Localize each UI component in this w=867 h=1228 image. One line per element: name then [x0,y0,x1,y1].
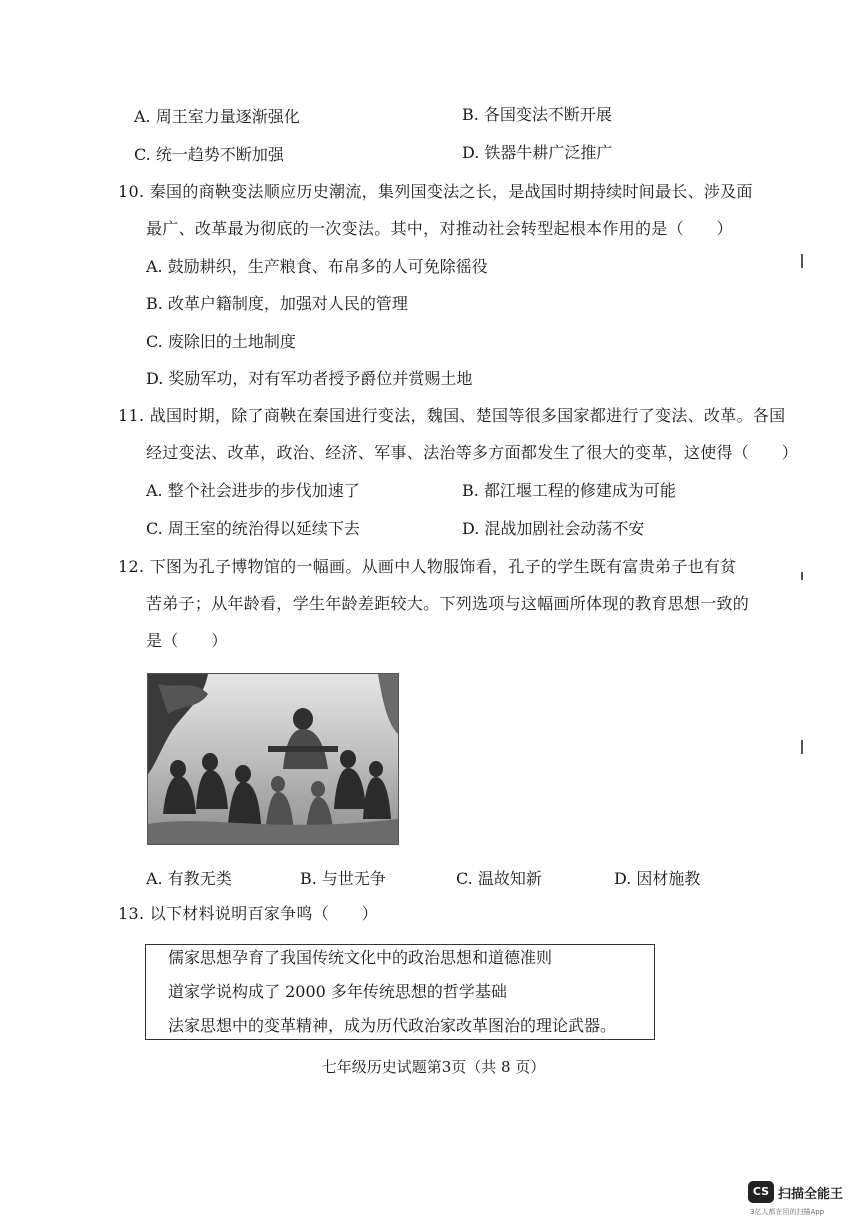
scanner-watermark [748,1181,858,1221]
q11-stem-line2: 经过变法、改革，政治、经济、军事、法治等多方面都发生了很大的变革，这使得（ ） [146,443,799,462]
q9-option-a: A. 周王室力量逐渐强化 [134,107,300,126]
q12-option-b: B. 与世无争 [300,869,386,888]
page-footer: 七年级历史试题第3页（共 8 页） [321,1058,546,1076]
scanner-app-name: 扫描全能王 [778,1187,844,1202]
q12-stem-line2: 苦弟子；从年龄看，学生年龄差距较大。下列选项与这幅画所体现的教育思想一致的 [146,594,750,613]
scanner-logo-icon: CS [748,1181,774,1203]
q11-option-b: B. 都江堰工程的修建成为可能 [462,481,676,500]
q12-stem-line1: 12. 下图为孔子博物馆的一幅画。从画中人物服饰看，孔子的学生既有富贵弟子也有贫 [118,557,737,576]
scan-mark [801,572,803,580]
painting-illustration [148,674,398,844]
q10-stem-line1: 10. 秦国的商鞅变法顺应历史潮流，集列国变法之长，是战国时期持续时间最长、涉及面 [118,182,753,201]
q9-option-b: B. 各国变法不断开展 [462,105,612,124]
q12-stem-line3: 是（ ） [146,631,228,650]
q13-stem: 13. 以下材料说明百家争鸣（ ） [118,904,378,923]
q13-materials-box [145,944,655,1040]
scan-mark [801,254,803,268]
q10-option-d: D. 奖励军功，对有军功者授予爵位并赏赐土地 [146,369,473,388]
q10-option-b: B. 改革户籍制度，加强对人民的管理 [146,294,408,313]
q9-option-d: D. 铁器牛耕广泛推广 [462,143,613,162]
scanner-tagline: 3亿人都在用的扫描App [750,1208,825,1216]
q12-option-c: C. 温故知新 [456,869,542,888]
q11-stem-line1: 11. 战国时期，除了商鞅在秦国进行变法，魏国、楚国等很多国家都进行了变法、改革。各国 [118,406,786,425]
q12-option-d: D. 因材施教 [614,869,701,888]
q11-option-d: D. 混战加剧社会动荡不安 [462,519,645,538]
q9-option-c: C. 统一趋势不断加强 [134,145,284,164]
q13-material-2: 道家学说构成了 2000 多年传统思想的哲学基础 [168,982,507,1001]
q11-option-a: A. 整个社会进步的步伐加速了 [146,481,360,500]
scan-mark [801,740,803,754]
q13-material-1: 儒家思想孕育了我国传统文化中的政治思想和道德准则 [168,948,553,967]
q12-option-a: A. 有教无类 [146,869,232,888]
confucius-painting [147,673,399,845]
q13-material-3: 法家思想中的变革精神，成为历代政治家改革图治的理论武器。 [168,1016,617,1035]
q10-option-a: A. 鼓励耕织，生产粮食、布帛多的人可免除徭役 [146,257,488,276]
q10-stem-line2: 最广、改革最为彻底的一次变法。其中，对推动社会转型起根本作用的是（ ） [146,219,733,238]
q11-option-c: C. 周王室的统治得以延续下去 [146,519,360,538]
q10-option-c: C. 废除旧的土地制度 [146,332,296,351]
